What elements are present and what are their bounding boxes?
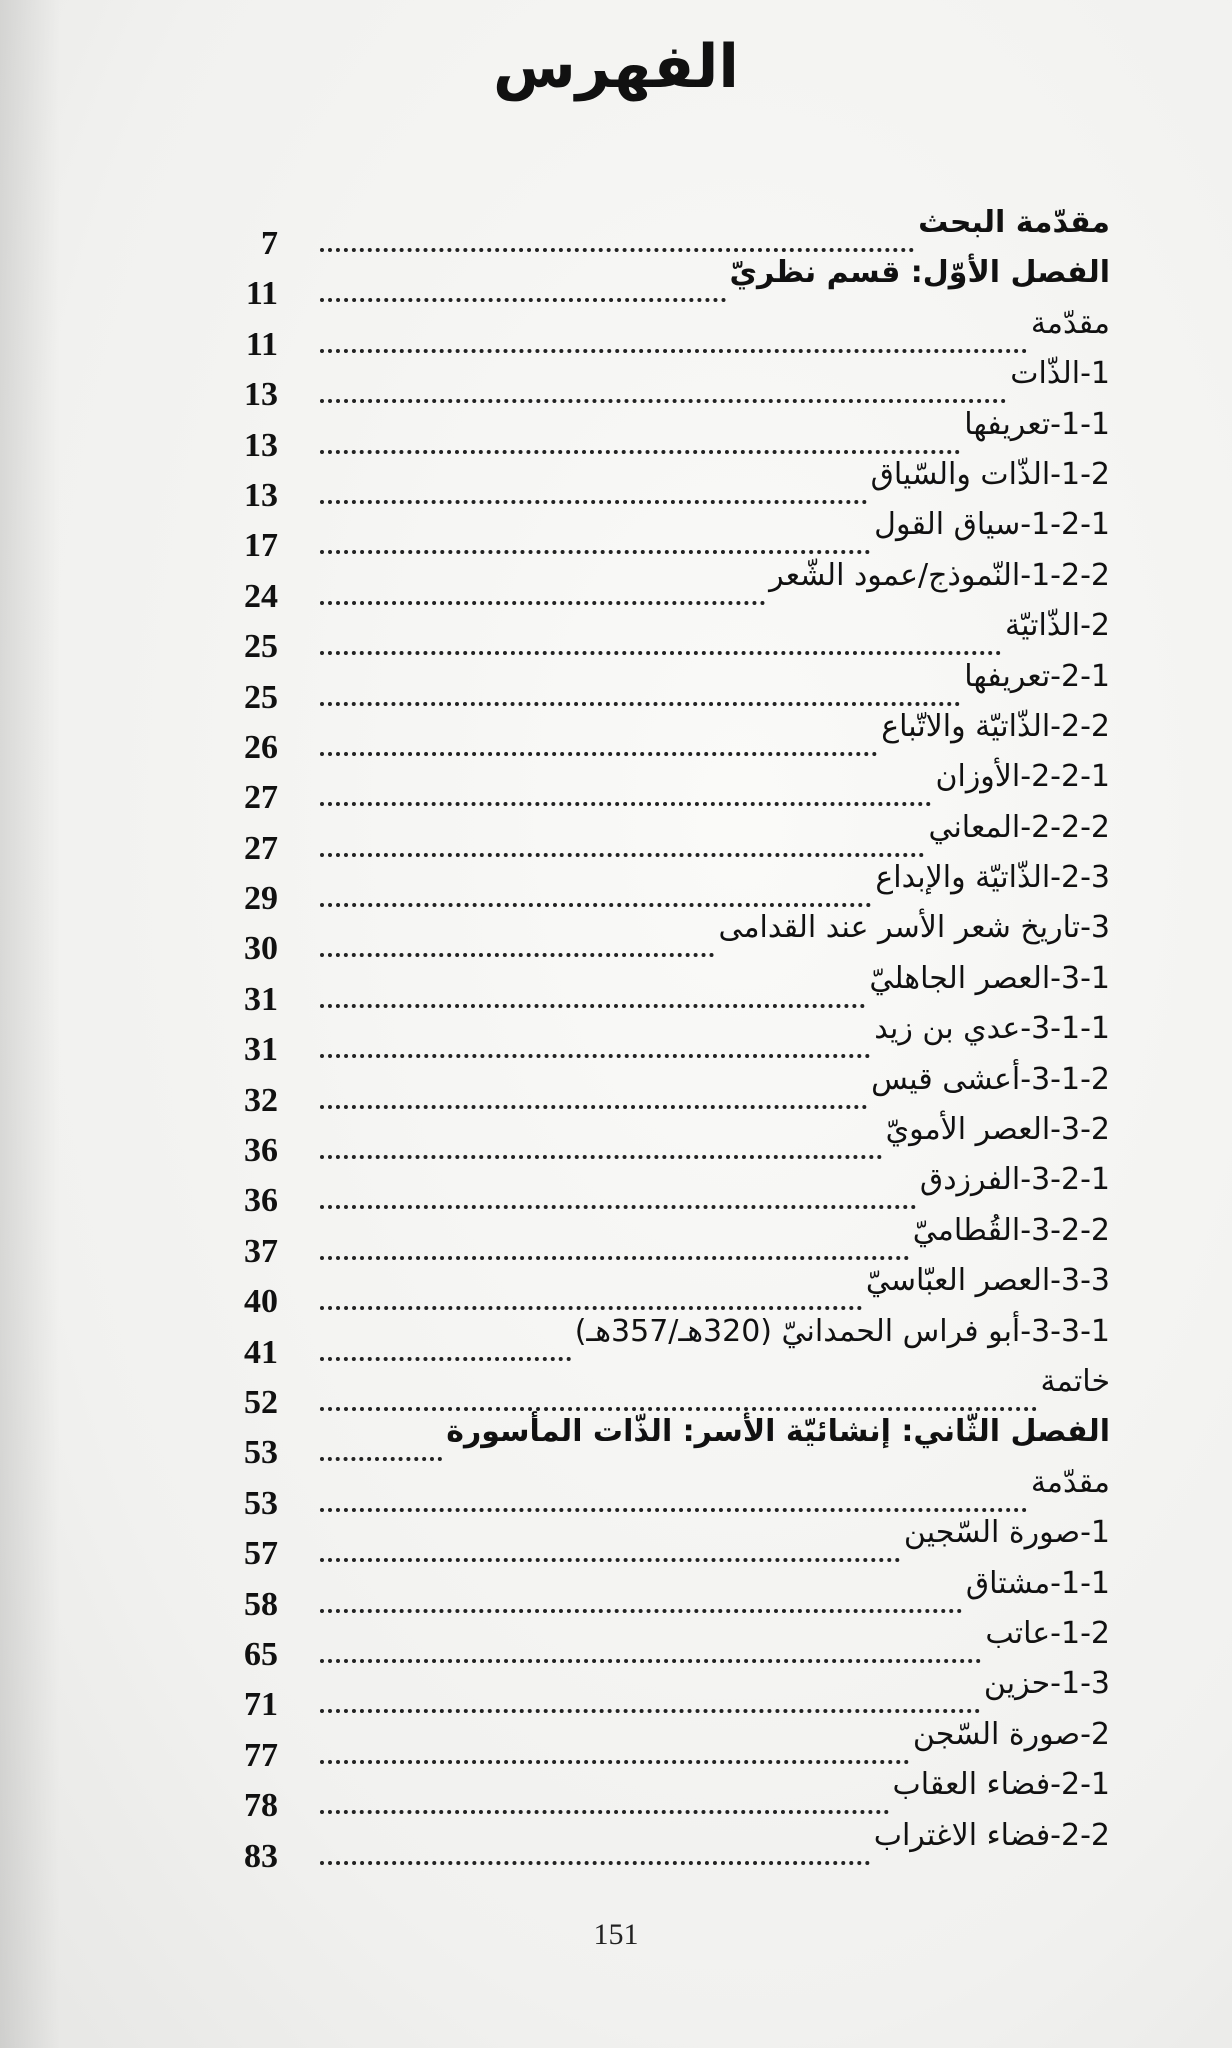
toc-entry-title: 3-3-1-أبو فراس الحمدانيّ (320هـ/357هـ) [574,1313,1110,1349]
dot-leader [320,996,865,1008]
page-title: الفهرس [492,32,739,102]
toc-page-number: 25 [244,628,278,666]
toc-entry [230,910,1110,968]
toc-entry [230,1817,1110,1875]
toc-entry-title: 2-1-فضاء العقاب [892,1767,1110,1803]
toc-page-number: 36 [244,1132,278,1170]
toc-entry-title: 1-1-تعريفها [964,406,1110,442]
toc-entry [230,1515,1110,1573]
dot-leader [320,895,871,907]
dot-leader [320,945,714,957]
toc-page-number: 17 [244,527,278,565]
toc-entry-title: 3-2-2-القُطاميّ [912,1212,1110,1248]
dot-leader [320,1046,870,1058]
toc-entry [230,1263,1110,1321]
dot-leader [320,1197,916,1209]
toc-page-number: 78 [244,1787,278,1825]
toc-entry-title: مقدّمة [1030,305,1110,341]
dot-leader [320,845,924,857]
toc-entry [230,1565,1110,1623]
dot-leader [320,1701,980,1713]
toc-entry-title: 3-1-العصر الجاهليّ [869,960,1110,996]
toc-entry [230,1615,1110,1673]
table-of-contents [230,205,1110,1875]
toc-entry-title: 2-2-2-المعاني [928,809,1110,845]
toc-entry-title: الفصل الثّاني: إنشائيّة الأسر: الذّات المأسورة [446,1414,1110,1450]
dot-leader [320,1752,909,1764]
toc-page-number: 11 [245,325,278,363]
dot-leader [320,643,1001,655]
page-number: 151 [593,1918,639,1951]
toc-page-number: 52 [244,1383,278,1421]
dot-leader [320,1500,1027,1512]
toc-entry-title: 1-صورة السّجين [903,1515,1110,1551]
dot-leader [320,542,870,554]
toc-entry-title: 2-1-تعريفها [964,658,1110,694]
dot-leader [320,492,867,504]
toc-entry [230,658,1110,716]
dot-leader [320,1349,571,1361]
toc-entry [230,1112,1110,1170]
dot-leader [320,391,1006,403]
toc-entry-title: 2-2-الذّاتيّة والاتّباع [881,708,1110,744]
toc-entry-title: 1-2-عاتب [985,1615,1110,1651]
toc-entry [230,809,1110,867]
toc-entry-title: 1-3-حزين [983,1666,1110,1702]
toc-entry [230,1363,1110,1421]
toc-page-number: 58 [244,1585,278,1623]
toc-entry-title: 1-2-1-سياق القول [874,507,1110,543]
toc-page-number: 13 [244,376,278,414]
toc-page-number: 37 [244,1232,278,1270]
toc-page-number: 36 [244,1182,278,1220]
toc-page-number: 26 [244,728,278,766]
dot-leader [320,1298,862,1310]
toc-page-number: 65 [244,1635,278,1673]
toc-entry [230,1011,1110,1069]
toc-entry [230,708,1110,766]
toc-entry-title: 1-2-2-النّموذج/عمود الشّعر [769,557,1110,593]
dot-leader [320,240,914,252]
toc-entry [230,356,1110,414]
toc-entry [230,456,1110,514]
toc-page-number: 27 [244,779,278,817]
toc-page-number: 31 [244,1031,278,1069]
dot-leader [320,1399,1037,1411]
toc-entry [230,1716,1110,1774]
toc-page-number: 53 [244,1434,278,1472]
dot-leader [320,442,960,454]
toc-entry [230,557,1110,615]
toc-entry-title: 1-2-الذّات والسّياق [870,456,1110,492]
toc-entry-title: 3-2-العصر الأمويّ [885,1112,1110,1148]
toc-entry-title: 2-2-فضاء الاغتراب [873,1817,1110,1853]
toc-entry [230,608,1110,666]
toc-entry [230,205,1110,262]
toc-page-number: 40 [244,1283,278,1321]
dot-leader [320,1449,442,1461]
toc-entry [230,507,1110,565]
toc-page-number: 29 [244,880,278,918]
toc-page-number: 13 [244,476,278,514]
toc-entry-title: 2-صورة السّجن [912,1716,1110,1752]
toc-page-number: 83 [244,1837,278,1875]
dot-leader [320,694,960,706]
toc-page-number: 11 [245,275,278,313]
toc-entry [230,1666,1110,1724]
toc-entry-title: 1-1-مشتاق [965,1565,1110,1601]
toc-page-number: 71 [244,1686,278,1724]
toc-page-number: 77 [244,1736,278,1774]
dot-leader [320,1853,870,1865]
toc-page-number: 53 [244,1484,278,1522]
toc-entry-title: 2-2-1-الأوزان [935,759,1110,795]
toc-entry-title: مقدّمة البحث [918,205,1110,240]
toc-page-number: 25 [244,678,278,716]
toc-entry-title: مقدّمة [1030,1464,1110,1500]
toc-entry [230,406,1110,464]
toc-entry-title: 3-1-1-عدي بن زيد [874,1011,1110,1047]
page-gutter-shadow [0,0,60,2048]
toc-page-number: 32 [244,1081,278,1119]
toc-page-number: 24 [244,577,278,615]
toc-entry [230,1313,1110,1371]
dot-leader [320,341,1027,353]
dot-leader [320,1802,889,1814]
dot-leader [320,1248,909,1260]
toc-entry-title: 3-1-2-أعشى قيس [871,1061,1110,1097]
dot-leader [320,290,726,302]
toc-entry-title: 3-3-العصر العبّاسيّ [865,1263,1110,1299]
toc-entry-title: 1-الذّات [1010,356,1110,392]
toc-page-number: 57 [244,1535,278,1573]
toc-entry [230,305,1110,363]
toc-entry [230,759,1110,817]
toc-page-number: 30 [244,930,278,968]
toc-entry-title: 2-الذّاتيّة [1005,608,1110,644]
dot-leader [320,1550,900,1562]
toc-page-number: 41 [244,1333,278,1371]
toc-entry-title: 2-3-الذّاتيّة والإبداع [875,860,1110,896]
toc-entry [230,1767,1110,1825]
toc-page-number: 31 [244,980,278,1018]
toc-entry-title: الفصل الأوّل: قسم نظريّ [729,255,1110,291]
toc-entry [230,960,1110,1018]
toc-entry-title: 3-تاريخ شعر الأسر عند القدامى [718,910,1110,946]
dot-leader [320,794,931,806]
dot-leader [320,1147,882,1159]
toc-entry [230,1212,1110,1270]
toc-entry [230,255,1110,313]
toc-entry [230,1061,1110,1119]
dot-leader [320,593,765,605]
dot-leader [320,744,877,756]
toc-entry [230,1464,1110,1522]
dot-leader [320,1601,962,1613]
dot-leader [320,1651,981,1663]
toc-entry [230,1414,1110,1472]
dot-leader [320,1097,867,1109]
toc-entry [230,860,1110,918]
toc-page-number: 13 [244,426,278,464]
toc-page-number: 27 [244,829,278,867]
toc-entry [230,1162,1110,1220]
toc-page-number: 7 [261,225,278,262]
toc-entry-title: 3-2-1-الفرزدق [919,1162,1110,1198]
toc-entry-title: خاتمة [1040,1363,1110,1399]
